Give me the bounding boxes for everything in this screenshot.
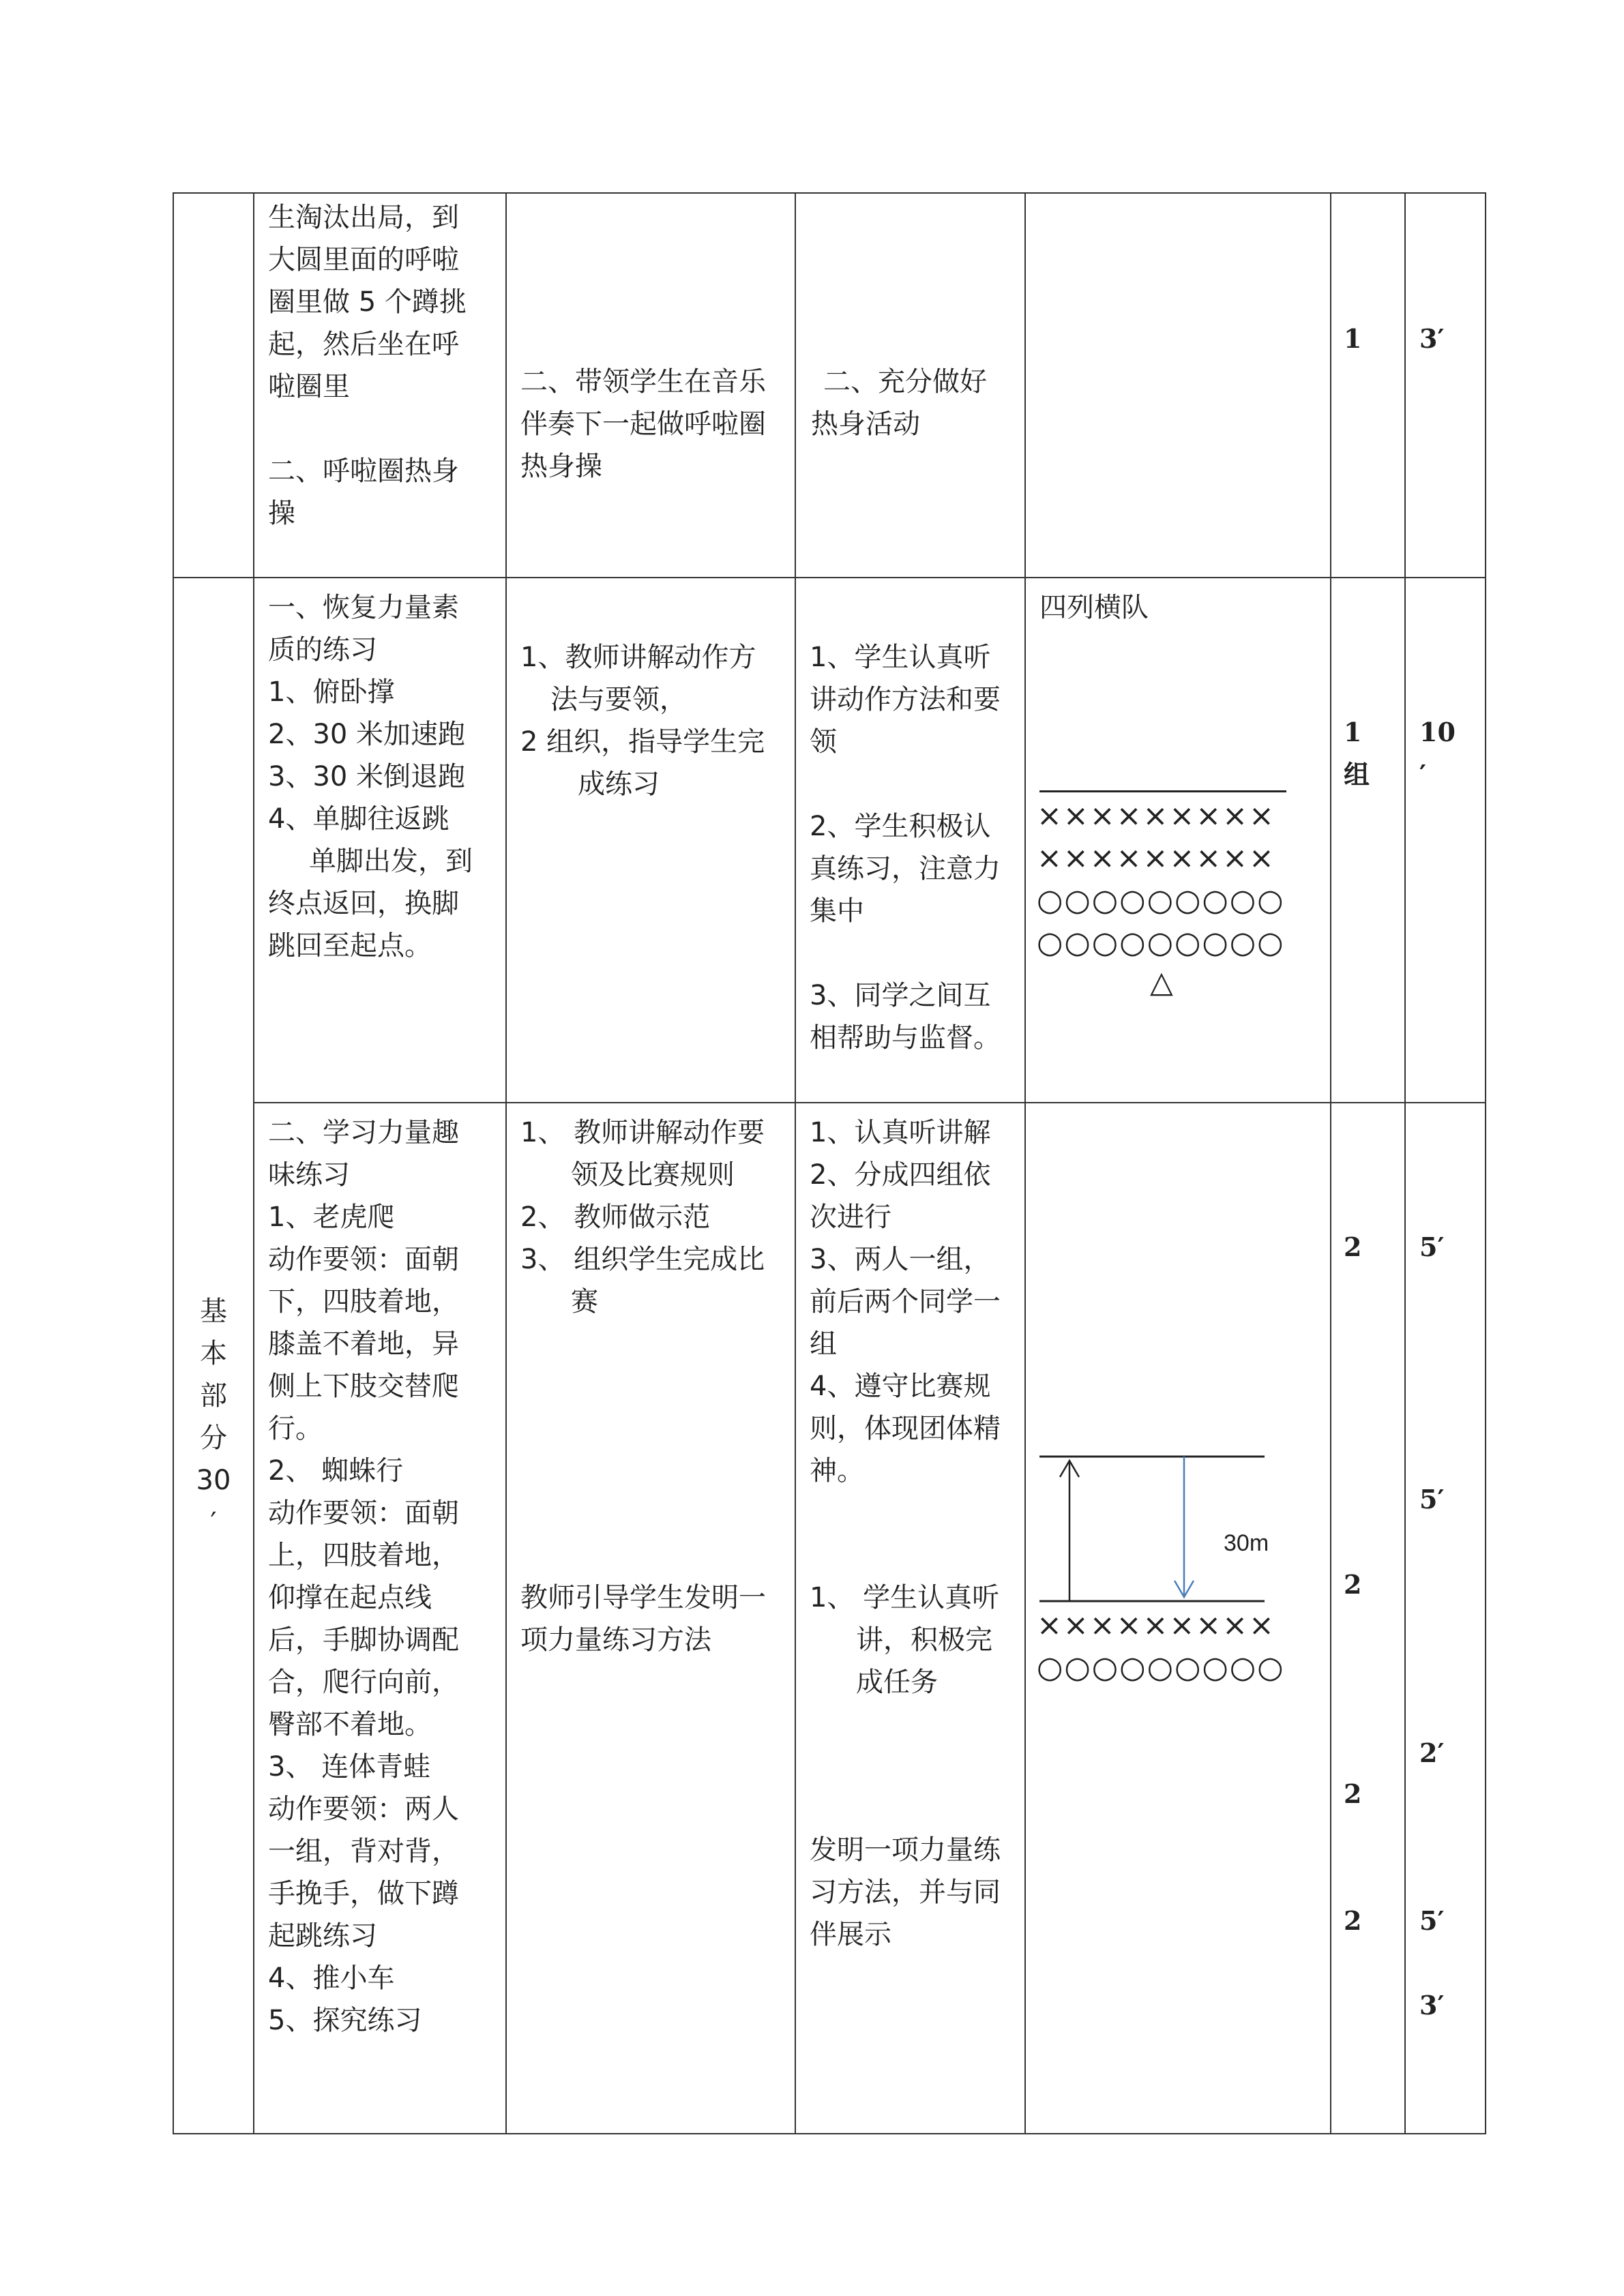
- count-value: 2: [1344, 1568, 1362, 1600]
- content-line: 2、30 米加速跑: [268, 719, 466, 750]
- student-line: 真练习，注意力: [810, 853, 1001, 884]
- content-line: 质的练习: [268, 634, 377, 666]
- time-value: 10: [1419, 717, 1456, 747]
- student-line: 次进行: [810, 1201, 891, 1233]
- count-value: 1: [1344, 323, 1362, 354]
- student-line: 2、分成四组依: [810, 1159, 991, 1191]
- content-line: 跳回至起点。: [268, 930, 432, 961]
- content-cell: [254, 1103, 506, 2134]
- content-line: 动作要领：面朝: [268, 1497, 459, 1529]
- section-label-char: 部: [200, 1380, 227, 1412]
- content-line: 1、俯卧撑: [268, 676, 395, 708]
- teacher-line: 成练习: [578, 769, 660, 800]
- student-line: 集中: [810, 895, 864, 927]
- section-cell-empty: [173, 193, 254, 578]
- front-line: [1039, 790, 1286, 792]
- student-line: [810, 763, 1012, 805]
- teacher-cell: [506, 193, 795, 578]
- teacher-extra-line: 项力量练习方法: [520, 1624, 711, 1656]
- content-line: 仰撑在起点线: [268, 1581, 432, 1613]
- content-line: 3、30 米倒退跑: [268, 761, 466, 792]
- time-cell: [1405, 1103, 1486, 2134]
- content-line: 4、推小车: [268, 1962, 395, 1994]
- content-line: 生淘汰出局，到: [268, 202, 459, 233]
- content-line: 合，爬行向前，: [268, 1666, 459, 1698]
- teacher-cell: [506, 578, 795, 1103]
- section-label-char: 本: [200, 1338, 227, 1369]
- table-row: [173, 578, 1486, 1103]
- formation-title: 四列横队: [1039, 592, 1149, 623]
- student-line: 热身活动: [811, 408, 920, 440]
- time-value: 5′: [1419, 1231, 1445, 1262]
- content-line: 一、恢复力量素: [268, 592, 459, 623]
- content-line: 5、探究练习: [268, 2004, 422, 2036]
- teacher-position-mark: △: [1150, 965, 1175, 1000]
- time-value: 5′: [1419, 1483, 1445, 1515]
- student-extra-line: 讲，积极完: [856, 1624, 992, 1656]
- student-line: 1、学生认真听: [810, 642, 991, 673]
- teacher-line: 伴奏下一起做呼啦圈: [520, 408, 766, 440]
- content-line: 4、单脚往返跳: [268, 803, 449, 835]
- content-line: 侧上下肢交替爬: [268, 1370, 459, 1402]
- formation-row-o: ○○○○○○○○○: [1037, 925, 1285, 960]
- content-line: 后，手脚协调配: [268, 1624, 459, 1656]
- table-row: [173, 1103, 1486, 2134]
- count-cell: [1331, 578, 1405, 1103]
- student-line: 4、遵守比赛规: [810, 1370, 991, 1402]
- teacher-line: 1、 教师讲解动作要: [520, 1116, 765, 1148]
- time-value: 5′: [1419, 1905, 1445, 1936]
- table-row: [173, 193, 1486, 578]
- distance-diagram: [1026, 1103, 1331, 1281]
- student-line: 3、同学之间互: [810, 980, 991, 1011]
- content-line: 味练习: [268, 1159, 350, 1191]
- formation-row-x: ×××××××××: [1037, 841, 1275, 876]
- formation-row-o: ○○○○○○○○○: [1037, 883, 1285, 918]
- distance-diagram-30m: [1026, 1444, 1331, 1622]
- student-line: 则，体现团体精: [810, 1412, 1001, 1444]
- student-cell: [795, 578, 1025, 1103]
- student-extra-line: 成任务: [856, 1666, 938, 1698]
- student-line: 领: [810, 726, 837, 758]
- time-value: 3′: [1419, 323, 1445, 354]
- student-cell: [795, 193, 1025, 578]
- student-line: 3、两人一组，: [810, 1243, 991, 1275]
- student-line: 组: [810, 1328, 837, 1360]
- student-line: 2、学生积极认: [810, 811, 991, 842]
- student-cell: [795, 1103, 1025, 2134]
- student-line: [810, 932, 1012, 974]
- content-line: 臀部不着地。: [268, 1708, 432, 1740]
- content-line: 2、 蜘蛛行: [268, 1455, 404, 1487]
- count-unit: 组: [1344, 759, 1370, 790]
- time-unit: ′: [1419, 759, 1427, 790]
- formation-cell-empty: [1025, 193, 1331, 578]
- student-line: 1、认真听讲解: [810, 1116, 991, 1148]
- content-line: 起，然后坐在呼: [268, 329, 459, 360]
- content-line: 动作要领：两人: [268, 1793, 459, 1825]
- content-line: [268, 408, 493, 450]
- student-extra-line: 发明一项力量练: [810, 1834, 1001, 1866]
- section-label-char: ′: [210, 1507, 217, 1538]
- content-line: 操: [268, 498, 295, 529]
- student-extra-line: 1、 学生认真听: [810, 1581, 1000, 1613]
- teacher-line: 热身操: [520, 451, 602, 482]
- content-cell: [254, 193, 506, 578]
- teacher-line: 赛: [571, 1285, 598, 1317]
- student-line: 神。: [810, 1455, 864, 1487]
- content-line: 终点返回，换脚: [268, 888, 459, 919]
- student-line: 二、充分做好: [823, 366, 987, 398]
- section-label-char: 基: [200, 1296, 227, 1327]
- content-cell: [254, 578, 506, 1103]
- section-cell: [173, 578, 254, 2134]
- count-cell: [1331, 1103, 1405, 2134]
- content-line: 行。: [268, 1412, 323, 1444]
- content-line: 3、 连体青蛙: [268, 1750, 431, 1783]
- content-line: 二、学习力量趣: [268, 1116, 459, 1148]
- student-extra-line: 习方法，并与同: [810, 1876, 1001, 1908]
- teacher-cell: [506, 1103, 795, 2134]
- teacher-extra-line: 教师引导学生发明一: [520, 1581, 766, 1613]
- time-cell: [1405, 193, 1486, 578]
- formation-row-x: ×××××××××: [1037, 1607, 1275, 1643]
- content-line: 上，四肢着地，: [268, 1539, 459, 1571]
- formation-row-x: ×××××××××: [1037, 799, 1275, 833]
- count-value: 1: [1344, 717, 1362, 747]
- teacher-line: 二、带领学生在音乐: [520, 366, 766, 398]
- student-extra-line: 伴展示: [810, 1918, 891, 1950]
- section-label-char: 30: [196, 1465, 231, 1496]
- teacher-line: 领及比赛规则: [571, 1159, 735, 1191]
- content-line: 手挽手，做下蹲: [268, 1877, 459, 1909]
- student-line: 讲动作方法和要: [810, 684, 1001, 715]
- content-line: 膝盖不着地，异: [268, 1328, 459, 1360]
- teacher-line: 2、 教师做示范: [520, 1201, 711, 1233]
- count-value: 2: [1344, 1778, 1362, 1809]
- distance-label: 30m: [1224, 1530, 1269, 1556]
- content-line: 一组，背对背，: [268, 1835, 459, 1867]
- count-value: 2: [1344, 1231, 1362, 1262]
- content-line: 啦圈里: [268, 371, 350, 402]
- formation-cell: [1025, 1103, 1331, 2134]
- time-value: 3′: [1419, 1989, 1445, 2021]
- time-value: 2′: [1419, 1737, 1445, 1768]
- teacher-line: 3、 组织学生完成比: [520, 1243, 765, 1275]
- content-line: 单脚出发，到: [309, 846, 473, 877]
- time-cell: [1405, 578, 1486, 1103]
- teacher-line: 法与要领，: [550, 684, 687, 715]
- content-line: 大圆里面的呼啦: [268, 244, 459, 275]
- content-line: 圈里做 5 个蹲挑: [268, 286, 467, 318]
- content-line: 动作要领：面朝: [268, 1243, 459, 1275]
- section-label-char: 分: [200, 1422, 227, 1454]
- content-line: 1、老虎爬: [268, 1201, 395, 1233]
- formation-row-o: ○○○○○○○○○: [1037, 1650, 1285, 1685]
- teacher-line: 2 组织，指导学生完: [520, 726, 765, 758]
- lesson-plan-table: [173, 192, 1486, 2134]
- student-line: 前后两个同学一: [810, 1285, 1001, 1317]
- content-line: 二、呼啦圈热身: [268, 456, 459, 487]
- count-value: 2: [1344, 1905, 1362, 1936]
- content-line: 起跳练习: [268, 1920, 377, 1952]
- count-cell: [1331, 193, 1405, 578]
- teacher-line: 1、教师讲解动作方: [520, 642, 756, 673]
- content-line: 下，四肢着地，: [268, 1285, 459, 1317]
- student-line: 相帮助与监督。: [810, 1022, 1001, 1054]
- formation-cell: [1025, 578, 1331, 1103]
